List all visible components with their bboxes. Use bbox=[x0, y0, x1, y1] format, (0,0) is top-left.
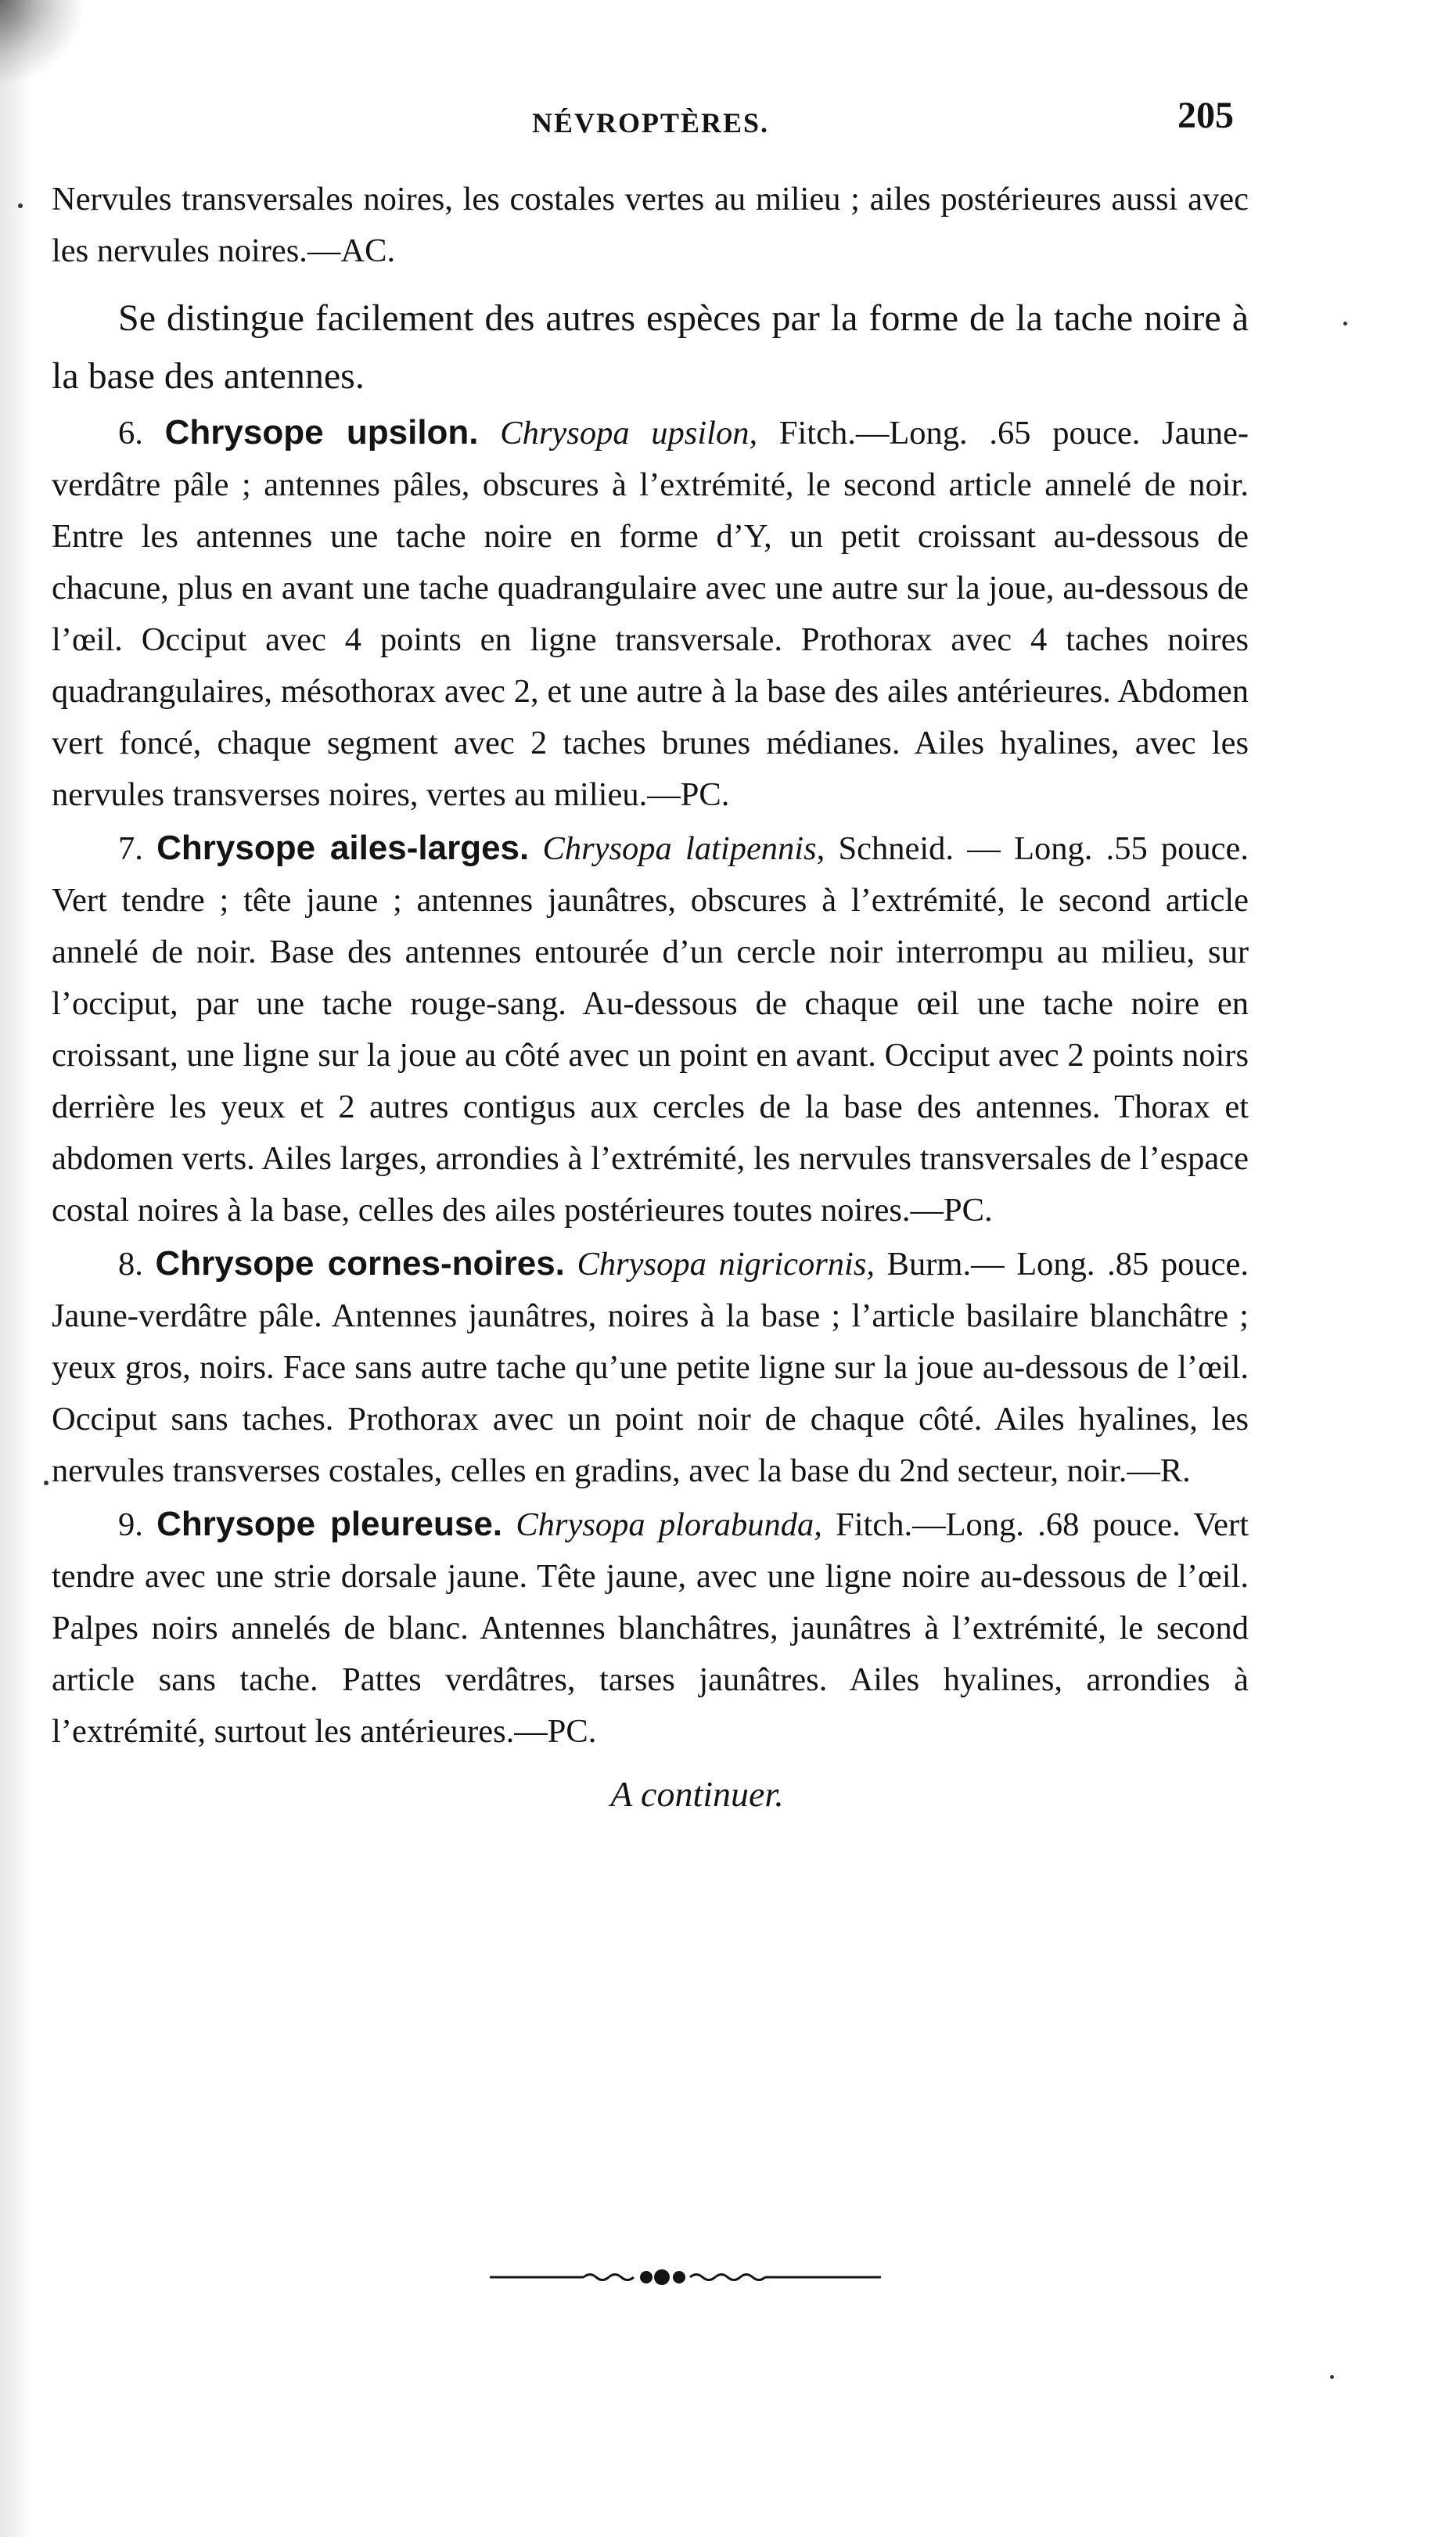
entry-text: Schneid. — Long. .55 pouce. Vert tendre ; tête jaune ; antennes jaunâtres, obscures à l’extrémité, le second article annelé de noir. Base des antennes entourée d’un cercle noir interrompu au milieu, sur l’occiput, par une tache rouge-sang. Au-dessous de chaque œil une tache noire en croissant, une ligne sur la joue au côté avec un point en avant. Occiput avec 2 points noirs derrière les yeux et 2 autres contigus aux cercles de la base des antennes. Thorax et abdomen verts. Ailes larges, arrondies à l’extrémité, les nervules transversales de l’espace costal noires à la base, celles des ailes postérieures toutes noires.—PC. bbox=[52, 830, 1249, 1229]
corner-smudge bbox=[0, 0, 86, 86]
speck bbox=[18, 203, 23, 208]
entry-text: Burm.— Long. .85 pouce. Jaune-verdâtre pâle. Antennes jaunâtres, noires à la base ; l’article basilaire blanchâtre ; yeux gros, noirs. Face sans autre tache qu’une petite ligne sur la joue au-dessous de l’œil. Occiput sans taches. Prothorax avec un point noir de chaque côté. Ailes hyalines, les nervules transverses costales, celles en gradins, avec la base du 2nd secteur, noir.—R. bbox=[52, 1246, 1249, 1489]
speck bbox=[44, 1481, 49, 1485]
entry-number: 6. bbox=[118, 415, 143, 452]
intro-paragraph: Nervules transversales noires, les costales vertes au milieu ; ailes postérieures aussi avec les nervules noires.—AC. bbox=[52, 181, 1249, 269]
note-paragraph: Se distingue facilement des autres espèces par la forme de la tache noire à la base des antennes. bbox=[52, 297, 1249, 397]
entry-name: Chrysope pleureuse. bbox=[156, 1505, 503, 1543]
entry-number: 7. bbox=[118, 830, 143, 867]
entry-name: Chrysope ailes-larges. bbox=[156, 829, 530, 867]
entry-scientific-name: Chrysopa nigricornis, bbox=[577, 1246, 875, 1283]
speck bbox=[1343, 322, 1347, 326]
decorative-rule-icon bbox=[490, 2265, 881, 2289]
entry-text: Fitch.—Long. .65 pouce. Jaune-verdâtre pâle ; antennes pâles, obscures à l’extrémité, le second article annelé de noir. Entre les antennes une tache noire en forme d’Y, un petit croissant au-dessous de chacune, plus en avant une tache quadrangulaire avec une autre sur la joue, au-dessous de l’œil. Occiput avec 4 points en ligne transversale. Prothorax avec 4 taches noires quadrangulaires, mésothorax avec 2, et une autre à la base des ailes antérieures. Abdomen vert foncé, chaque segment avec 2 taches brunes médianes. Ailes hyalines, avec les nervules transverses noires, vertes au milieu.—PC. bbox=[52, 415, 1249, 813]
entry-text: Fitch.—Long. .68 pouce. Vert tendre avec une strie dorsale jaune. Tête jaune, avec une ligne noire au-dessous de l’œil. Palpes noirs annelés de blanc. Antennes blanchâtres, jaunâtres à l’extrémité, le second article sans tache. Pattes verdâtres, tarses jaunâtres. Ailes hyalines, arrondies à l’extrémité, surtout les antérieures.—PC. bbox=[52, 1506, 1249, 1750]
entry-scientific-name: Chrysopa plorabunda, bbox=[516, 1506, 822, 1543]
continue-note: A continuer. bbox=[610, 1774, 784, 1814]
entry-name: Chrysope cornes-noires. bbox=[155, 1244, 565, 1283]
entry-number: 8. bbox=[118, 1246, 143, 1283]
entry-6 bbox=[52, 407, 1249, 821]
entry-scientific-name: Chrysopa upsilon, bbox=[500, 415, 758, 452]
page-gutter-shadow bbox=[0, 0, 31, 2537]
entry-8 bbox=[52, 1238, 1249, 1497]
running-head: NÉVROPTÈRES. bbox=[532, 107, 770, 139]
entry-scientific-name: Chrysopa latipennis, bbox=[542, 830, 825, 867]
entry-7 bbox=[52, 822, 1249, 1236]
page-number: 205 bbox=[1177, 95, 1234, 136]
entry-9 bbox=[52, 1499, 1249, 1758]
speck bbox=[1330, 2375, 1334, 2379]
entry-name: Chrysope upsilon. bbox=[164, 413, 479, 452]
text-block bbox=[52, 174, 1249, 1856]
entry-number: 9. bbox=[118, 1506, 143, 1543]
